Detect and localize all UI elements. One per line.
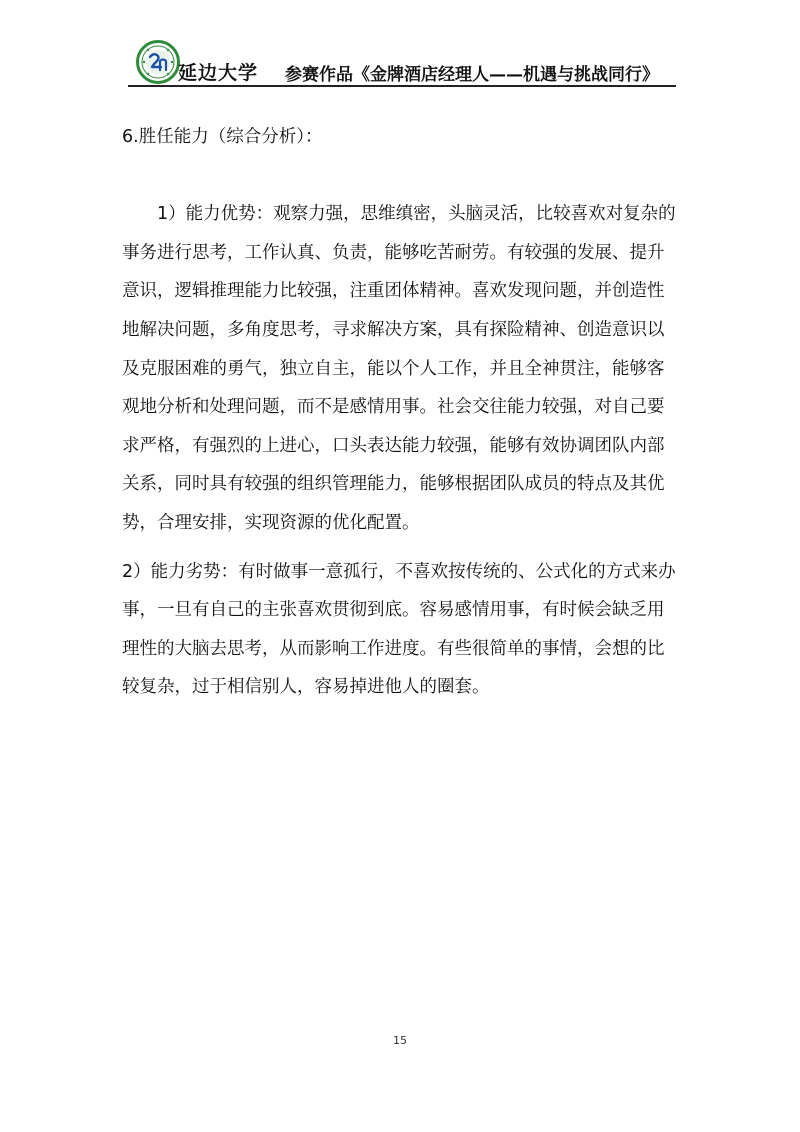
university-name: 延边大学 [178,62,259,84]
work-title: 参赛作品《金牌酒店经理人——机遇与挑战同行》 [285,65,659,85]
page-header [128,38,676,88]
header-divider [128,85,676,87]
page-number: 15 [393,1034,407,1047]
weaknesses-paragraph: 2）能力劣势：有时做事一意孤行，不喜欢按传统的、公式化的方式来办事，一旦有自己的主张喜欢贯彻到底。容易感情用事，有时候会缺乏用理性的大脑去思考，从而影响工作进度。有些很简单的事情，会想的比较复杂，过于相信别人，容易掉进他人的圈套。 [122,561,676,698]
strengths-paragraph: 1）能力优势：观察力强，思维缜密，头脑灵活，比较喜欢对复杂的事务进行思考，工作认真、负责，能够吃苦耐劳。有较强的发展、提升意识，逻辑推理能力比较强，注重团体精神。喜欢发现问题，并创造性地解决问题，多角度思考，寻求解决方案，具有探险精神、创造意识以及克服困难的勇气，独立自主，能以个人工作，并且全神贯注，能够客观地分析和处理问题，而不是感情用事。社会交往能力较强，对自己要求严格，有强烈的上进心，口头表达能力较强，能够有效协调团队内部关系，同时具有较强的组织管理能力，能够根据团队成员的特点及其优势，合理安排，实现资源的优化配置。 [122,204,676,533]
university-logo-icon [136,40,180,84]
page-body [122,118,680,707]
section-heading: 6.胜任能力（综合分析）： [122,127,323,147]
